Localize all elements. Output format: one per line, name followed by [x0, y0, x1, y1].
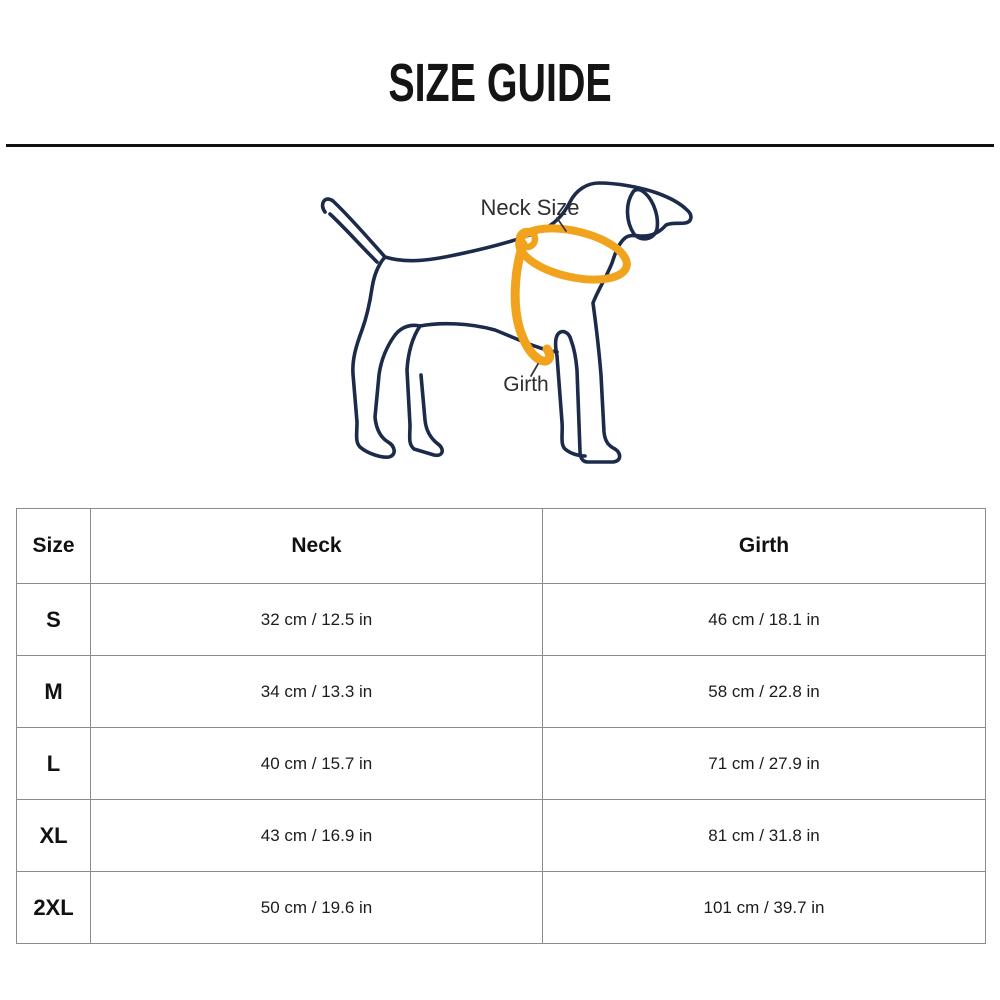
table-row — [17, 800, 986, 872]
girth-cell: 58 cm / 22.8 in — [543, 656, 986, 728]
girth-label: Girth — [503, 373, 549, 396]
girth-column-header: Girth — [543, 509, 986, 584]
size-cell: L — [17, 728, 91, 800]
title-divider — [6, 144, 994, 147]
page-header — [0, 53, 1000, 113]
size-cell: S — [17, 584, 91, 656]
girth-cell: 46 cm / 18.1 in — [543, 584, 986, 656]
table-header-row — [17, 509, 986, 584]
neck-cell: 32 cm / 12.5 in — [91, 584, 543, 656]
neck-size-label: Neck Size — [480, 195, 580, 220]
neck-cell: 34 cm / 13.3 in — [91, 656, 543, 728]
neck-cell: 50 cm / 19.6 in — [91, 872, 543, 944]
neck-column-header: Neck — [91, 509, 543, 584]
measure-straps — [514, 219, 632, 361]
table-row — [17, 656, 986, 728]
size-table-container — [16, 508, 985, 944]
table-row — [17, 584, 986, 656]
size-cell: XL — [17, 800, 91, 872]
size-cell: M — [17, 656, 91, 728]
dog-ear — [627, 190, 657, 239]
dog-outline — [323, 183, 691, 462]
size-cell: 2XL — [17, 872, 91, 944]
table-row — [17, 728, 986, 800]
table-row — [17, 872, 986, 944]
dog-body-outline — [323, 183, 691, 462]
girth-cell: 81 cm / 31.8 in — [543, 800, 986, 872]
page-title: SIZE GUIDE — [388, 53, 612, 113]
size-table — [16, 508, 986, 944]
girth-cell: 101 cm / 39.7 in — [543, 872, 986, 944]
size-column-header: Size — [17, 509, 91, 584]
neck-cell: 43 cm / 16.9 in — [91, 800, 543, 872]
dog-measurement-diagram — [300, 170, 700, 500]
neck-cell: 40 cm / 15.7 in — [91, 728, 543, 800]
girth-cell: 71 cm / 27.9 in — [543, 728, 986, 800]
